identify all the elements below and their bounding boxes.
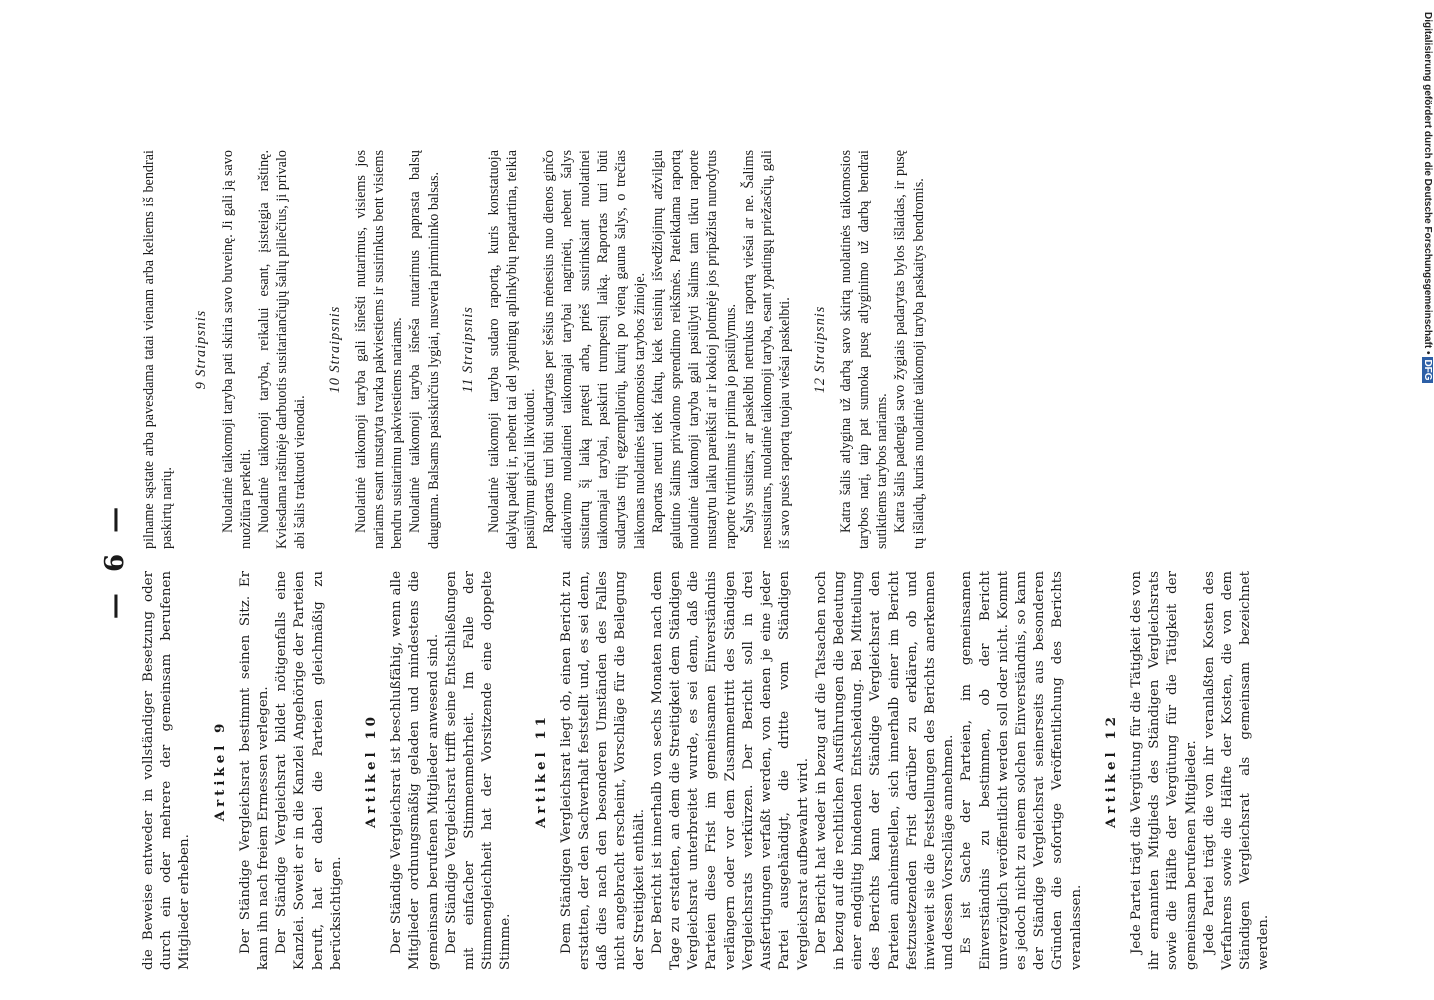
lithuanian-paragraph: pilname sąstate arba pavesdama tatai vienam arba keliems iš bendrai paskirtų narių. <box>141 150 176 549</box>
german-paragraph: Es ist Sache der Parteien, im gemeinsamen Einverständnis zu bestimmen, ob der Bericht unverzüglich veröffentlicht werden soll oder nicht. Kommt es jedoch nicht zu einem solchen Einverständnis, so kann der Ständige Vergleichsrat seinerseits aus besonderen Gründen die sofortige Veröffentlichung des Berichts veranlassen. <box>959 571 1084 970</box>
dfg-logo: DFG <box>1422 359 1433 381</box>
columns <box>140 150 1274 970</box>
lithuanian-article-heading: 11 Straipsnis <box>459 306 476 393</box>
german-article-heading: Artikel 9 <box>211 719 228 822</box>
german-paragraph: Der Ständige Vergleichsrat trifft seine Entschließungen mit einfacher Stimmenmehrheit. Im Falle der Stimmengleichheit hat der Vorsitzende eine doppelte Stimme. <box>443 571 514 970</box>
german-article-heading: Artikel 11 <box>532 713 549 828</box>
lithuanian-column <box>140 150 1274 549</box>
lithuanian-paragraph: Katra šalis padengia savo žygiais padarytas bylos išlaidas, ir pusę tų išlaidų, kurias nuolatinė taikomoji taryba paskaitys bendromis. <box>892 150 927 549</box>
german-paragraph: Der Ständige Vergleichsrat bildet nötigenfalls eine Kanzlei. Soweit er in die Kanzlei Angehörige der Parteien beruft, hat er dabei die Parteien gleichmäßig zu berücksichtigen. <box>274 571 344 970</box>
lithuanian-paragraph: Raportas turi būti sudarytas per šešius mėnesius nuo dienos ginčo atidavimo nuolatinei taikomajai tarybai nagrinėti, nebent šalys susitartų šį laiką pratęsti arba, prieš susirinksiant nuolatinei taikomajai tarybai, paskirti trumpesnį laiką. Raportas turi būti sudarytas trijų egzempliorių, kurių po vieną gauna šalys, o trečias laikomas nuolatinės taikomosios tarybos žinioje. <box>540 150 648 549</box>
german-article-heading: Artikel 10 <box>363 713 380 828</box>
dfg-note: Digitalisierung gefördert durch die Deutsche Forschungsgemeinschaft • <box>1422 12 1433 355</box>
page-number: — 6 — <box>100 500 130 620</box>
lithuanian-paragraph: Nuolatinė taikomoji taryba sudaro raportą, kuris konstatuoja dalykų padėtį ir, nebent tai del ypatingų aplinkybių nepatartina, teikia pasiūlymu ginčui likviduoti. <box>486 150 539 549</box>
german-paragraph: Der Ständige Vergleichsrat ist beschlußfähig, wenn alle Mitglieder ordnungsmäßig geladen und mindestens die gemeinsam berufenen Mitglieder anwesend sind. <box>389 571 441 970</box>
german-paragraph: Dem Ständigen Vergleichsrat liegt ob, einen Bericht zu erstatten, der den Sachverhalt feststellt und, es sei denn, daß dies nach den besonderen Umständen des Falles nicht angebracht erscheint, Vorschläge für die Beilegung der Streitigkeit enthält. <box>558 571 647 970</box>
german-paragraph: die Beweise entweder in vollständiger Besetzung oder durch ein oder mehrere der gemeinsam berufenen Mitglieder erheben. <box>141 571 193 970</box>
lithuanian-paragraph: Nuolatinė taikomoji taryba gali išnešti nutarimus, visiems jos nariams esant nustatyta tvarka pakviestiems ir susirinkus bent visiems bendru susitarimu pakviestiems nariams. <box>352 150 406 549</box>
lithuanian-paragraph: Katra šalis atlygina už darbą savo skirtą nuolatinės taikomosios tarybos narį, taip pat sumoka pusę atlyginimo už darbą bendrai sutiktiems tarybos nariams. <box>837 150 891 549</box>
lithuanian-paragraph: Nuolatinė taikomoji taryba išneša nutarimus paprasta balsų dauguma. Balsams pasiskirčius lygiai, nusveria pirmininko balsas. <box>407 150 442 549</box>
lithuanian-paragraph: Raportas neturi tiek faktų, kiek teisinių išvedžiojimų atžvilgiu galutino šalims privalomo sprendimo reikšmės. Pateikdama raportą nuolatinė taikomoji taryba gali pasiūlyti šalims tam tikru raporte nustatytu laiku pareikšti ar ir kokioj plotmėje jos pripažista nurodytus raporte tvirtinimus ir priima jo pasiūlymus. <box>649 150 739 549</box>
lithuanian-paragraph: Šalys susitars, ar paskelbti netrukus raportą viešai ar ne. Šalims nesusitarus, nuolatinė taikomoji taryba, esant ypatingų priežasčių, gali iš savo pusės raportą tuojau viešai paskelbti. <box>740 150 794 549</box>
lithuanian-paragraph: Nuolatinė taikomoji taryba pati skiria savo buveinę. Ji gali ją savo nuožiūra perkelti. <box>219 150 254 549</box>
german-paragraph: Jede Partei trägt die Vergütung für die Tätigkeit des von ihr ernannten Mitglieds des Ständigen Vergleichsrats sowie die Hälfte der Vergütung für die Tätigkeit der gemeinsam berufenen Mitglieder. <box>1128 571 1199 970</box>
rotated-content <box>100 150 1300 970</box>
lithuanian-article-heading: 9 Straipsnis <box>193 309 210 390</box>
german-paragraph: Der Ständige Vergleichsrat bestimmt seinen Sitz. Er kann ihn nach freiem Ermessen verlegen. <box>237 571 272 970</box>
german-article-heading: Artikel 12 <box>1102 713 1119 828</box>
german-paragraph: Der Bericht ist innerhalb von sechs Monaten nach dem Tage zu erstatten, an dem die Streitigkeit dem Ständigen Vergleichsrat unterbreitet wurde, es sei denn, daß die Parteien diese Frist im gemeinsamen Einverständnis verlängern oder vor dem Zusammentritt des Ständigen Vergleichsrats verkürzen. Der Bericht soll in drei Ausfertigungen verfaßt werden, von denen je eine jeder Partei ausgehändigt, die dritte vom Ständigen Vergleichsrat aufbewahrt wird. <box>649 571 811 970</box>
lithuanian-article-heading: 12 Straipsnis <box>811 305 828 394</box>
lithuanian-paragraph: Nuolatinė taikomoji taryba, reikalui esant, įsisteigia raštinę. Kviesdama raštinėje darbuotis susitariančiųjų šalių piliečius, ji privalo abi šalis traktuoti vienodai. <box>256 150 309 549</box>
dfg-attribution <box>1419 12 1433 392</box>
german-paragraph: Der Bericht hat weder in bezug auf die Tatsachen noch in bezug auf die rechtlichen Ausführungen die Bedeutung einer endgültig bindenden Entscheidung. Bei Mitteilung des Berichts kann der Ständige Vergleichsrat den Parteien anheimstellen, sich innerhalb einer im Bericht festzusetzenden Frist darüber zu erklären, ob und inwieweit sie die Feststellungen des Berichts anerkennen und dessen Vorschläge annehmen. <box>813 571 957 970</box>
german-column <box>140 571 1274 970</box>
german-paragraph: Jede Partei trägt die von ihr veranlaßten Kosten des Verfahrens sowie die Hälfte der Kosten, die von dem Ständigen Vergleichsrat als gemeinsam bezeichnet werden. <box>1201 571 1272 970</box>
lithuanian-article-heading: 10 Straipsnis <box>326 305 343 394</box>
